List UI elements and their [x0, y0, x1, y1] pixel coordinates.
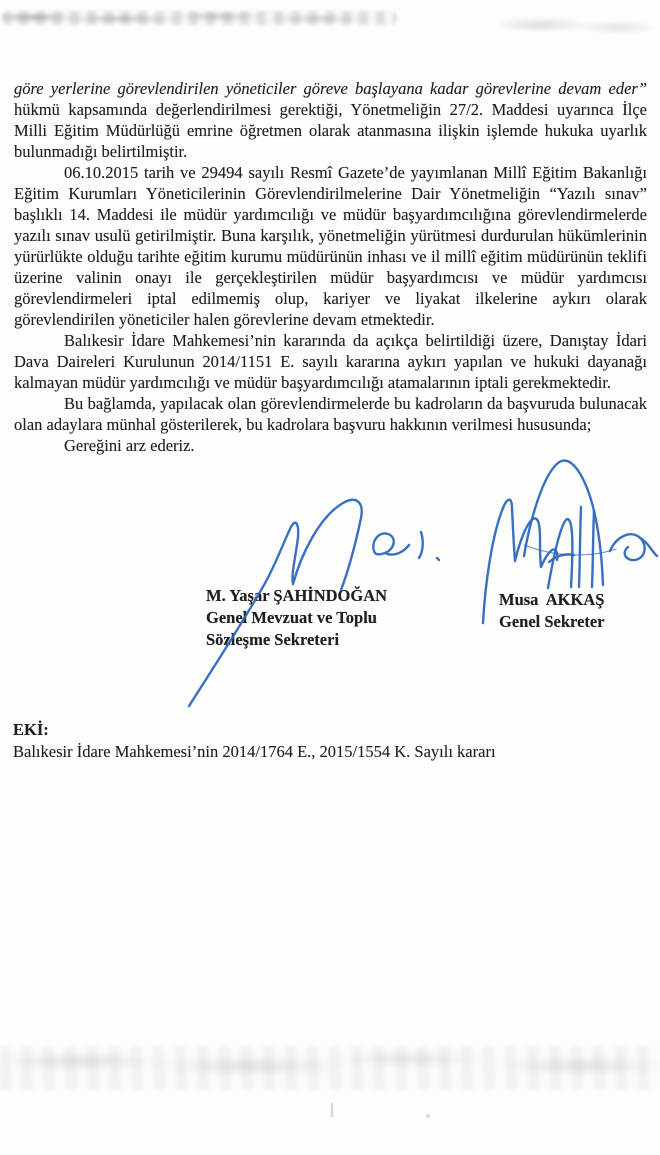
- scan-smudge-top-left: [2, 11, 397, 25]
- attachment-text: Balıkesir İdare Mahkemesi’nin 2014/1764 E., 2015/1554 K. Sayılı kararı: [13, 742, 496, 761]
- scan-speck: [426, 1114, 430, 1118]
- body-paragraph-4: Bu bağlamda, yapılacak olan görevlendirmelerde bu kadroların da başvuruda bulunacak olan adaylara münhal gösterilerek, bu kadrolara başvuru hakkının verilmesi hususunda;: [14, 394, 647, 434]
- closing-line: Gereğini arz ederiz.: [64, 436, 195, 455]
- scan-smudge-bottom: [0, 1046, 660, 1090]
- signer-title-left-line2: Sözleşme Sekreteri: [206, 630, 340, 649]
- body-paragraph-1: [14, 78, 647, 162]
- paragraph-1-continuation: hükmü kapsamında değerlendirilmesi gerektiği, Yönetmeliğin 27/2. Maddesi uyarınca İlçe Milli Eğitim Müdürlüğü emrine öğretmen olarak atanmasına ilişkin işlemde hukuka uyarlık bulunmadığı belirtilmiştir.: [14, 100, 647, 161]
- signer-block-right: [499, 589, 605, 633]
- attachment-section: [13, 719, 496, 763]
- signer-block-left: [206, 585, 387, 651]
- quoted-regulation-text: göre yerlerine görevlendirilen yöneticiler göreve başlayana kadar görevlerine devam eder”: [14, 79, 647, 98]
- scan-smudge-top-right: [490, 14, 660, 38]
- scan-speck: [331, 1103, 333, 1117]
- attachment-label: EKİ:: [13, 720, 49, 739]
- body-paragraph-2: 06.10.2015 tarih ve 29494 sayılı Resmî Gazete’de yayımlanan Millî Eğitim Bakanlığı Eğitim Kurumları Yöneticilerinin Görevlendirilmelerine Dair Yönetmeliğin “Yazılı sınav” başlıklı 14. Maddesi ile müdür yardımcılığı ve müdür başyardımcılığına görevlendirmelerde yazılı sınav usulü getirilmiştir. Buna karşılık, yönetmeliğin yürütmesi durdurulan hükümlerinin yürürlükte olduğu tarihte eğitim kurumu müdürünün inhası ve il millî eğitim müdürünün teklifi üzerine valinin onayı ile gerçekleştirilen müdür başyardımcısı ve müdür yardımcısı görevlendirmeleri iptal edilmemiş olup, kariyer ve liyakat ilkelerine aykırı olarak görevlendirilen yöneticiler halen görevlerine devam etmektedir.: [14, 163, 647, 329]
- body-paragraph-3: Balıkesir İdare Mahkemesi’nin kararında da açıkça belirtildiği üzere, Danıştay İdari Dava Daireleri Kurulunun 2014/1151 E. sayılı kararına aykırı yapılan ve hukuki dayanağı kalmayan müdür yardımcılığı ve müdür başyardımcılığı atamalarının iptali gerekmektedir.: [14, 331, 647, 392]
- signer-title-right: Genel Sekreter: [499, 612, 605, 631]
- signer-name-left: M. Yaşar ŞAHİNDOĞAN: [206, 586, 388, 605]
- signer-name-right: Musa AKKAŞ: [499, 590, 605, 609]
- letter-body: [14, 78, 647, 456]
- signer-title-left-line1: Genel Mevzuat ve Toplu: [206, 608, 377, 627]
